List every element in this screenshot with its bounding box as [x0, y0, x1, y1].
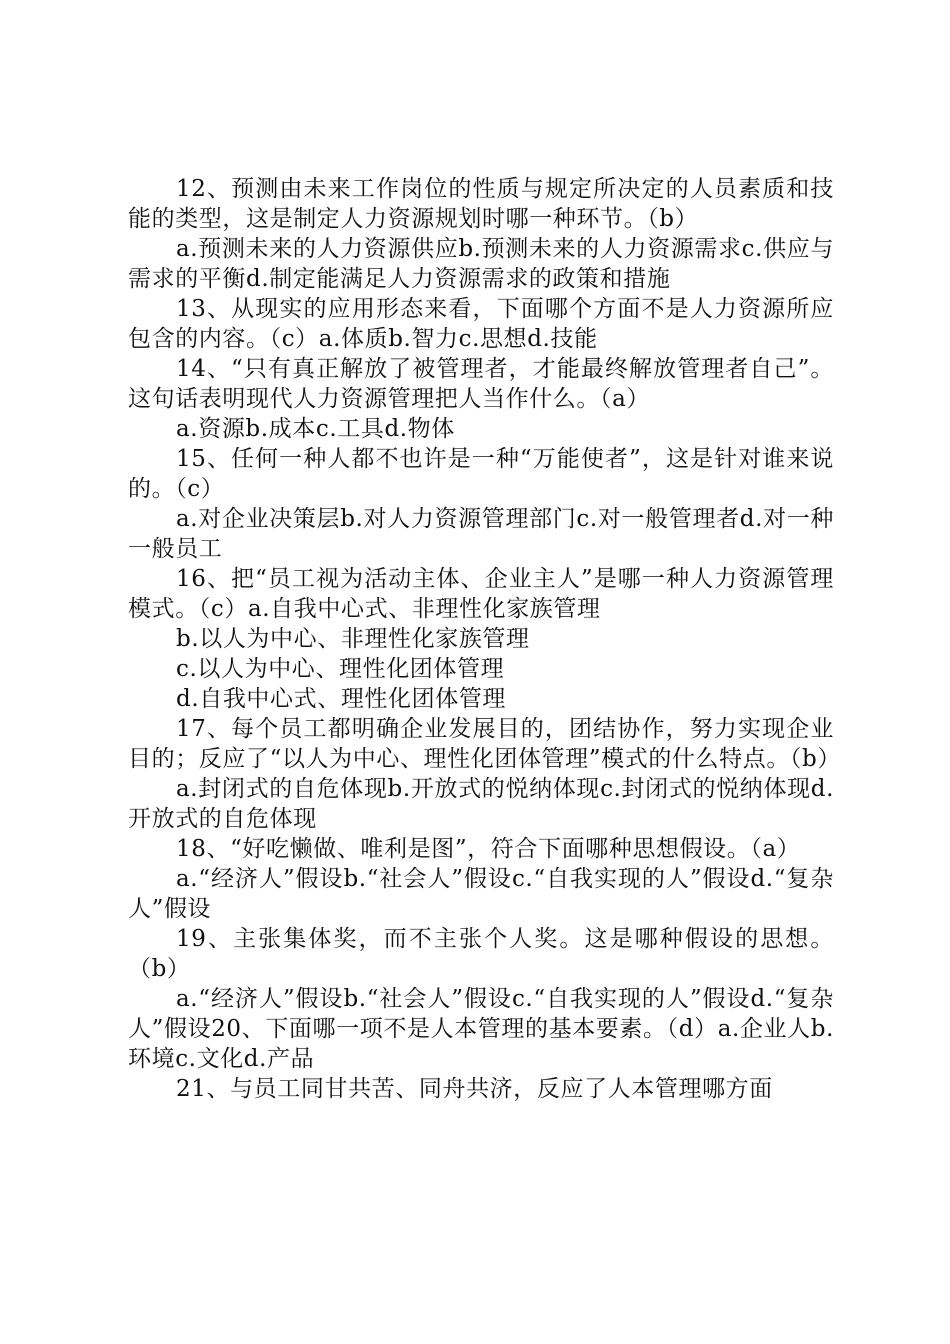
question-12-options: a.预测未来的人力资源供应b.预测未来的人力资源需求c.供应与需求的平衡d.制定能满足人力资源需求的政策和措施 — [128, 236, 834, 292]
question-16-option-c: c.以人为中心、理性化团体管理 — [176, 656, 505, 682]
question-17-options: a.封闭式的自危体现b.开放式的悦纳体现c.封闭式的悦纳体现d.开放式的自危体现 — [128, 776, 834, 832]
question-18: 18、“好吃懒做、唯利是图”，符合下面哪种思想假设。（a） — [176, 836, 801, 862]
question-19: 19、主张集体奖，而不主张个人奖。这是哪种假设的思想。（b） — [128, 926, 834, 982]
document-page — [128, 174, 841, 1104]
question-18-options: a.“经济人”假设b.“社会人”假设c.“自我实现的人”假设d.“复杂人”假设 — [128, 866, 834, 922]
question-15-options: a.对企业决策层b.对人力资源管理部门c.对一般管理者d.对一种一般员工 — [128, 506, 834, 562]
question-14-options: a.资源b.成本c.工具d.物体 — [176, 416, 455, 442]
question-16-option-b: b.以人为中心、非理性化家族管理 — [176, 626, 530, 652]
question-19-20-text: a.“经济人”假设b.“社会人”假设c.“自我实现的人”假设d.“复杂人”假设20、下面哪一项不是人本管理的基本要素。（d）a.企业人b.环境c.文化d.产品 — [128, 986, 834, 1072]
question-16: 16、把“员工视为活动主体、企业主人”是哪一种人力资源管理模式。（c）a.自我中心式、非理性化家族管理 — [128, 566, 834, 622]
question-17: 17、每个员工都明确企业发展目的，团结协作，努力实现企业目的；反应了“以人为中心、理性化团体管理”模式的什么特点。（b） — [128, 716, 841, 772]
question-14: 14、“只有真正解放了被管理者，才能最终解放管理者自己”。这句话表明现代人力资源管理把人当作什么。（a） — [128, 356, 834, 412]
question-13: 13、从现实的应用形态来看，下面哪个方面不是人力资源所应包含的内容。（c）a.体质b.智力c.思想d.技能 — [128, 296, 834, 352]
question-21: 21、与员工同甘共苦、同舟共济，反应了人本管理哪方面 — [176, 1076, 773, 1102]
question-16-option-d: d.自我中心式、理性化团体管理 — [176, 686, 507, 712]
question-15: 15、任何一种人都不也许是一种“万能使者”，这是针对谁来说的。（c） — [128, 446, 834, 502]
question-12: 12、预测由未来工作岗位的性质与规定所决定的人员素质和技能的类型，这是制定人力资源规划时哪一种环节。（b） — [128, 176, 834, 232]
